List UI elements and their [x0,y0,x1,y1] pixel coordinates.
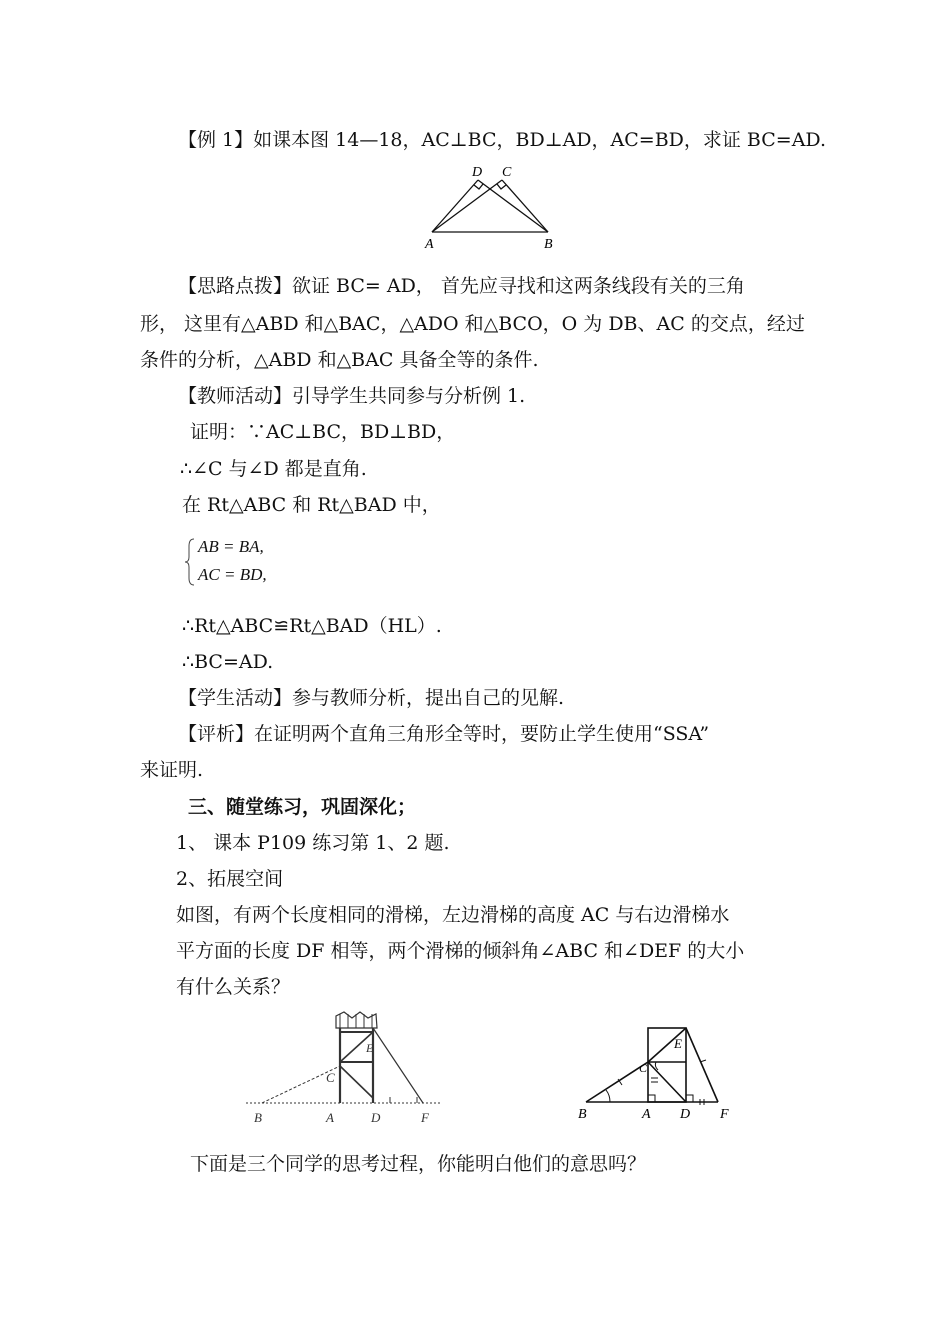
example-title: 【例 1】如课本图 14—18，AC⊥BC，BD⊥AD，AC=BD，求证 BC=AD. [178,129,827,151]
hint-line-3: 条件的分析，△ABD 和△BAC 具备全等的条件. [140,349,539,371]
label-d: D [472,165,483,180]
left-label-c: C [326,1070,335,1085]
right-angle-mark-c [497,184,506,189]
segment-db [478,180,548,232]
left-label-b: B [254,1110,262,1125]
right-label-c: C [639,1061,648,1075]
figure-slides-sketch [240,1008,450,1132]
comment-line-2: 来证明. [140,759,204,781]
student-activity: 【学生活动】参与教师分析，提出自己的见解. [178,687,565,709]
proof-line-2: ∴∠C 与∠D 都是直角. [180,458,367,480]
exercise-item-2: 2、拓展空间 [176,868,284,890]
proof-line-1: 证明：∵AC⊥BC，BD⊥BD， [190,421,456,443]
teacher-activity: 【教师活动】引导学生共同参与分析例 1. [178,385,526,407]
right-label-e: E [674,1036,682,1051]
figure-example-1 [420,160,570,252]
left-label-a: A [326,1110,334,1125]
hint-line-2: 形， 这里有△ABD 和△BAC，△ADO 和△BCO，O 为 DB、AC 的交点，经过 [140,313,805,335]
right-label-a: A [642,1107,651,1122]
label-c: C [502,165,512,180]
left-label-d: D [371,1110,381,1125]
segment-cb [502,180,548,232]
right-angle-mark-a [648,1095,655,1102]
tower-brace-bottom [340,1066,373,1098]
segment-ac [432,180,502,232]
brace-icon [184,538,196,586]
closing-question: 下面是三个同学的思考过程，你能明白他们的意思吗？ [190,1153,647,1175]
exercise-item-1: 1、 课本 P109 练习第 1、2 题. [176,832,450,854]
slide-right [373,1028,423,1103]
comment-line-1: 【评析】在证明两个直角三角形全等时，要防止学生使用“SSA” [178,723,710,745]
proof-line-5: ∴BC=AD. [182,651,274,673]
right-label-f: F [720,1107,729,1122]
figure-slides-geometry [576,1020,746,1124]
right-angle-mark-d [686,1095,693,1102]
hint-line-1: 【思路点拨】欲证 BC= AD， 首先应寻找和这两条线段有关的三角 [178,275,745,297]
segment-ef [686,1028,718,1102]
angle-mark-b [606,1090,610,1102]
right-label-d: D [680,1107,691,1122]
proof-line-4: ∴Rt△ABC≌Rt△BAD（HL）. [182,615,442,637]
proof-line-3: 在 Rt△ABC 和 Rt△BAD 中， [182,494,441,516]
left-label-e: E [366,1041,374,1055]
problem-line-1: 如图，有两个长度相同的滑梯，左边滑梯的高度 AC 与右边滑梯水 [176,904,730,926]
section-heading: 三、随堂练习，巩固深化； [188,796,417,818]
label-b: B [544,237,553,252]
left-label-f: F [421,1110,429,1125]
problem-line-3: 有什么关系？ [176,976,291,998]
equation-2: AC = BD, [198,565,267,584]
right-angle-mark-d [474,184,483,189]
equation-1: AB = BA, [198,537,264,556]
problem-line-2: 平方面的长度 DF 相等，两个滑梯的倾斜角∠ABC 和∠DEF 的大小 [176,940,745,962]
right-label-b: B [578,1107,587,1122]
label-a: A [425,237,434,252]
angle-mark-c [655,1062,658,1070]
segment-ad [432,180,478,232]
